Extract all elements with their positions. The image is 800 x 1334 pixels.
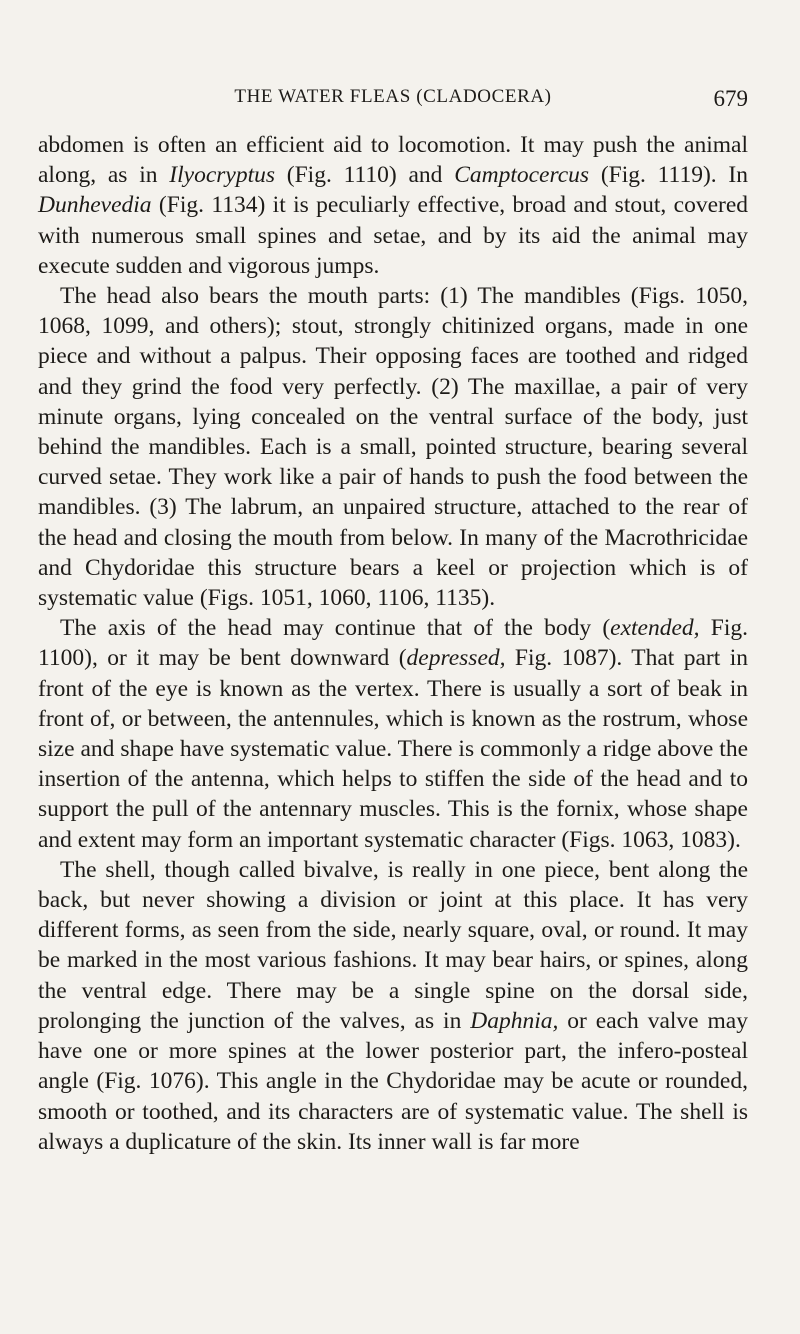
page-header [38, 86, 748, 122]
italic-term: Camptocercus [454, 162, 590, 189]
italic-term: Ilyocryptus [169, 162, 275, 189]
paragraph [38, 613, 748, 855]
text-run: (Fig. 1134) it is peculiarly effective, broad and stout, covered with numerous small spines and setae, and by its aid the animal may execute sudden and vigorous jumps. [38, 192, 748, 279]
text-run: or each valve may have one or more spines at the lower posterior part, the infero-posteal angle (Fig. 1076). This angle in the Chydoridae may be acute or rounded, smooth or toothed, and its characters are of systematic value. The shell is always a duplicature of the skin. Its inner wall is far more [38, 1007, 748, 1155]
text-run: Fig. 1087). That part in front of the eye is known as the vertex. There is usually a sort of beak in front of, or between, the antennules, which is known as the rostrum, whose size and shape have systematic value. There is commonly a ridge above the insertion of the antenna, which helps to stiffen the side of the head and to support the pull of the antennary muscles. This is the fornix, whose shape and extent may form an important systematic character (Figs. 1063, 1083). [38, 645, 748, 853]
italic-term: depressed, [406, 645, 506, 672]
text-run: (Fig. 1110) and [275, 162, 455, 189]
body-text [38, 130, 748, 1157]
text-run: The shell, though called bivalve, is really in one piece, bent along the back, but never showing a division or joint at this place. It has very different forms, as seen from the side, nearly square, oval, or round. It may be marked in the most various fashions. It may bear hairs, or spines, along the ventral edge. There may be a single spine on the dorsal side, prolonging the junction of the valves, as in [38, 856, 748, 1034]
page-number: 679 [713, 86, 748, 111]
italic-term: Dunhevedia [38, 192, 152, 219]
italic-term: extended, [610, 615, 700, 642]
running-head: THE WATER FLEAS (CLADOCERA) [234, 86, 552, 107]
text-run: Fig. 1100), or it may be bent downward ( [38, 615, 748, 672]
text-run: (Fig. 1119). In [589, 162, 748, 189]
paragraph [38, 855, 748, 1157]
text-run: The axis of the head may continue that of the body ( [60, 615, 611, 642]
text-run: abdomen is often an efficient aid to locomotion. It may push the animal along, as in [38, 132, 748, 189]
text-run: The head also bears the mouth parts: (1) The mandibles (Figs. 1050, 1068, 1099, and others); stout, strongly chitinized organs, made in one piece and without a palpus. Their opposing faces are toothed and ridged and they grind the food very perfectly. (2) The maxillae, a pair of very minute organs, lying concealed on the ventral surface of the body, just behind the mandibles. Each is a small, pointed structure, bearing several curved setae. They work like a pair of hands to push the food between the mandibles. (3) The labrum, an unpaired structure, attached to the rear of the head and closing the mouth from below. In many of the Macrothricidae and Chydoridae this structure bears a keel or projection which is of systematic value (Figs. 1051, 1060, 1106, 1135). [38, 283, 748, 612]
paragraph [38, 130, 748, 281]
italic-term: Daphnia, [470, 1007, 559, 1034]
paragraph [38, 281, 748, 613]
